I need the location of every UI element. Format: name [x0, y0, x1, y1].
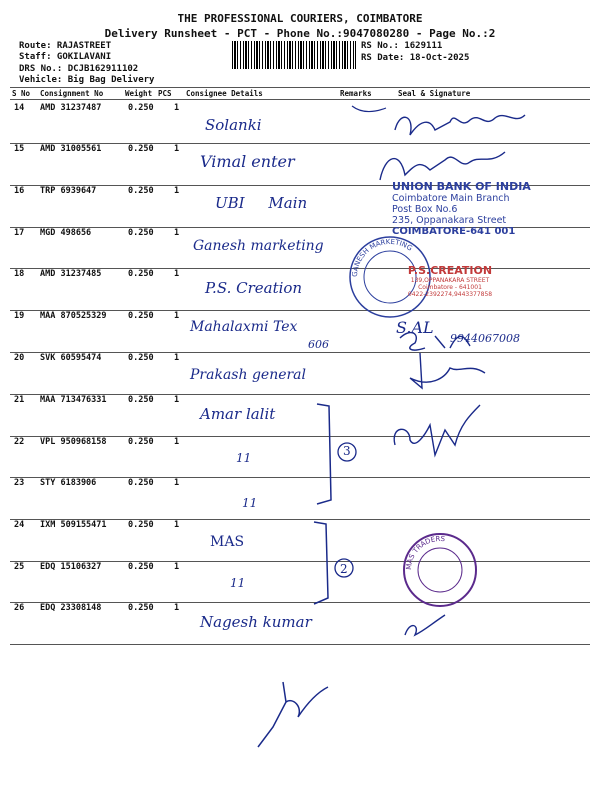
row-consignment: MAA 713476331: [40, 395, 107, 405]
row-sno: 14: [14, 103, 25, 113]
vehicle-label: Vehicle: Big Bag Delivery: [19, 75, 155, 85]
row-pcs: 1: [174, 269, 180, 279]
row-consignment: SVK 60595474: [40, 353, 102, 363]
bank-stamp-line: 235, Oppanakara Street: [392, 215, 507, 226]
row-weight: 0.250: [128, 186, 154, 196]
col-weight: Weight: [125, 89, 153, 98]
row-pcs: 1: [174, 478, 180, 488]
row-consignment: TRP 6939647: [40, 186, 97, 196]
remark-stroke: [350, 102, 390, 122]
row-consignment: AMD 31237487: [40, 103, 102, 113]
row-pcs: 1: [174, 144, 180, 154]
row-consignment: MGD 498656: [40, 228, 92, 238]
table-row: [0, 437, 600, 478]
handwritten-sal: S.AL: [396, 318, 434, 337]
row-consignee: Prakash general: [190, 367, 307, 383]
row-sno: 23: [14, 478, 25, 488]
row-sno: 22: [14, 437, 25, 447]
handwritten-606: 606: [308, 338, 329, 351]
runsheet-title: THE PROFESSIONAL COURIERS, COIMBATORE: [177, 12, 423, 25]
staff-label: Staff: GOKILAVANI: [19, 52, 112, 62]
table-row: [0, 562, 600, 603]
row-divider: [10, 519, 590, 520]
row-weight: 0.250: [128, 478, 154, 488]
row-consignee: 11: [230, 576, 246, 590]
row-sno: 26: [14, 603, 25, 613]
row-consignee: Vimal enter: [200, 152, 295, 171]
row-consignment: EDQ 23308148: [40, 603, 102, 613]
bank-stamp: [392, 180, 531, 237]
table-row: [0, 520, 600, 561]
row-sno: 19: [14, 311, 25, 321]
table-row: [0, 269, 600, 310]
route-label: Route: RAJASTREET: [19, 41, 112, 51]
row-sno: 21: [14, 395, 25, 405]
row-divider: [10, 268, 590, 269]
signature-row-20: [400, 348, 500, 398]
row-weight: 0.250: [128, 144, 154, 154]
row-pcs: 1: [174, 562, 180, 572]
header-top-rule: [10, 87, 590, 88]
row-consignment: AMD 31005561: [40, 144, 102, 154]
col-consignment: Consignment No: [40, 89, 104, 98]
col-sno: S No: [12, 89, 31, 98]
ganesh-stamp-ring: GANESH MARKETING: [350, 237, 414, 278]
row-divider: [10, 561, 590, 562]
row-consignment: MAA 870525329: [40, 311, 107, 321]
col-remarks: Remarks: [340, 89, 372, 98]
row-weight: 0.250: [128, 603, 154, 613]
bracket-group-2: [312, 520, 357, 610]
row-consignee: 11: [242, 496, 258, 510]
col-pcs: PCS: [158, 89, 172, 98]
handwritten-phone: 9944067008: [450, 332, 520, 345]
row-consignee: MAS: [210, 534, 245, 550]
drs-label: DRS No.: DCJB162911102: [19, 64, 139, 74]
row-consignee: UBI Main: [215, 194, 308, 212]
table-row: [0, 478, 600, 519]
row-pcs: 1: [174, 186, 180, 196]
row-divider: [10, 310, 590, 311]
footer-signature: [248, 672, 338, 752]
row-consignment: EDQ 15106327: [40, 562, 102, 572]
row-consignee: Ganesh marketing: [193, 238, 324, 254]
rs-number: RS No.: 1629111: [361, 41, 443, 51]
row-pcs: 1: [174, 520, 180, 530]
ps-creation-stamp: [400, 264, 500, 298]
row-sno: 15: [14, 144, 25, 154]
bank-stamp-line: Post Box No.6: [392, 204, 458, 215]
row-weight: 0.250: [128, 228, 154, 238]
table-row: [0, 395, 600, 436]
ps-stamp-city: Coimbatore - 641001: [418, 284, 482, 291]
row-pcs: 1: [174, 437, 180, 447]
row-consignee: Amar lalit: [200, 405, 276, 423]
row-sno: 24: [14, 520, 25, 530]
row-consignment: STY 6183906: [40, 478, 97, 488]
col-consignee: Consignee Details: [186, 89, 263, 98]
row-consignment: AMD 31237485: [40, 269, 102, 279]
barcode: [232, 41, 356, 69]
row-sno: 17: [14, 228, 25, 238]
row-pcs: 1: [174, 311, 180, 321]
row-weight: 0.250: [128, 311, 154, 321]
row-weight: 0.250: [128, 395, 154, 405]
row-consignee: Nagesh kumar: [200, 613, 312, 631]
row-consignment: VPL 950968158: [40, 437, 107, 447]
mas-round-stamp: [400, 530, 480, 610]
bank-stamp-line: COIMBATORE-641 001: [392, 226, 516, 237]
col-seal: Seal & Signature: [398, 89, 471, 98]
row-consignee: Solanki: [205, 116, 262, 134]
row-weight: 0.250: [128, 520, 154, 530]
row-sno: 16: [14, 186, 25, 196]
table-row: [0, 603, 600, 644]
row-consignee: P.S. Creation: [205, 279, 303, 297]
row-weight: 0.250: [128, 269, 154, 279]
signature-row-14: [390, 100, 540, 145]
runsheet-subtitle: Delivery Runsheet - PCT - Phone No.:9047080280 - Page No.:2: [104, 27, 496, 40]
row-pcs: 1: [174, 603, 180, 613]
mas-stamp-ring: MAS TRADERS: [404, 534, 446, 571]
row-pcs: 1: [174, 228, 180, 238]
bracket-group-3: [315, 400, 360, 510]
row-sno: 25: [14, 562, 25, 572]
row-pcs: 1: [174, 103, 180, 113]
row-weight: 0.250: [128, 437, 154, 447]
row-pcs: 1: [174, 353, 180, 363]
row-sno: 20: [14, 353, 25, 363]
ps-stamp-title: P.S.CREATION: [407, 264, 493, 277]
bank-stamp-line: Coimbatore Main Branch: [392, 193, 510, 204]
signature-row-26: [400, 605, 450, 645]
row-weight: 0.250: [128, 103, 154, 113]
row-weight: 0.250: [128, 562, 154, 572]
signature-row-21: [385, 395, 495, 475]
row-divider: [10, 602, 590, 603]
row-divider: [10, 477, 590, 478]
row-weight: 0.250: [128, 353, 154, 363]
row-divider: [10, 394, 590, 395]
row-consignee: Mahalaxmi Tex: [190, 319, 298, 335]
row-consignment: IXM 509155471: [40, 520, 107, 530]
row-divider: [10, 644, 590, 645]
circled-3: 3: [343, 444, 351, 458]
bank-stamp-line: UNION BANK OF INDIA: [392, 180, 531, 193]
row-divider: [10, 436, 590, 437]
row-consignee: 11: [236, 451, 252, 465]
rs-date: RS Date: 18-Oct-2025: [361, 53, 470, 63]
row-pcs: 1: [174, 395, 180, 405]
ps-stamp-addr: 139,OPPANAKARA STREET: [410, 277, 490, 284]
ps-stamp-phone: 0422-2392274,9443377858: [407, 291, 493, 298]
row-sno: 18: [14, 269, 25, 279]
circled-2: 2: [340, 562, 348, 576]
